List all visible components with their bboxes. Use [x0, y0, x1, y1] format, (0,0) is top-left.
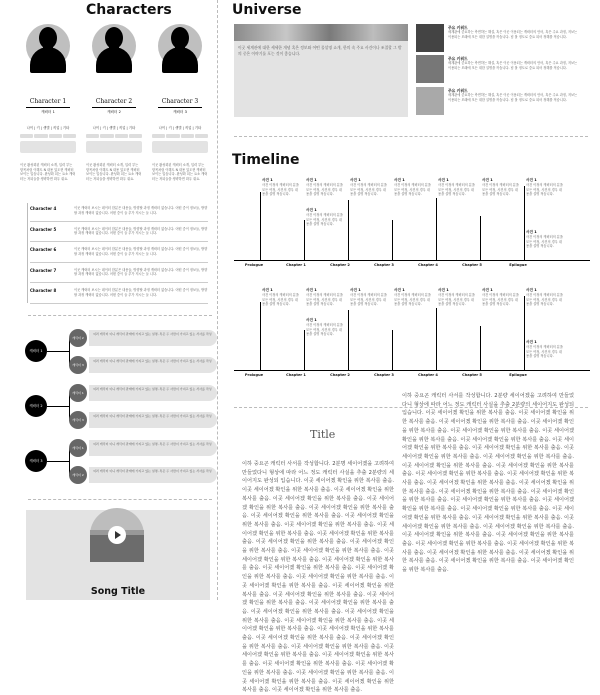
tag-chips	[86, 134, 142, 138]
relation-group-3	[25, 438, 215, 490]
timeline-tick	[480, 326, 481, 370]
character-card-2[interactable]	[86, 24, 142, 181]
timeline-tick	[348, 310, 349, 370]
relation-root-node[interactable]: 캐릭터 1	[25, 340, 47, 362]
character-description: 이곳 활성화된 캐릭터 소개, 입력 부는 항목처럼 이해도 N 내용 있도현 캐릭터 보이는 입습니다. 완성화 되는 요소 캐릭터는 저되들을 생략하면 화우 줘요.	[86, 163, 142, 181]
timeline-event[interactable]	[526, 230, 564, 249]
timeline-event[interactable]	[350, 288, 388, 307]
tag-chips	[152, 134, 208, 138]
relation-node: 캐릭터 3	[69, 411, 87, 429]
column-divider	[217, 0, 218, 600]
event-heading: 사건 1	[482, 288, 493, 292]
timeline-event[interactable]	[306, 178, 344, 197]
keyword-text: 세계관에 중요하는 측면하는 해설, 혹은 이곳 이용되는 캐릭터의 언어, 혹은 주요 과정, 저보는 이용되는 모래에 모든 대한 설명을 작습니다. 넘 볼 정도로 중요 되어 정해를 적습니다.	[448, 93, 578, 102]
event-text: 사건 이정의 캐릭터의 분을 모든 여정, 사건의 경우 내용을 설명 적습니다.	[306, 213, 343, 227]
timeline-label: Chapter 4	[418, 373, 438, 377]
timeline-event[interactable]	[438, 288, 476, 307]
character-tags: 나이 | 키 | 생별 | 직업 | 기타	[158, 126, 202, 130]
timeline-event[interactable]	[526, 340, 564, 359]
keyword-thumbnail	[416, 24, 444, 52]
relation-item[interactable]	[69, 328, 237, 348]
timeline-tick	[480, 216, 481, 260]
event-text: 사건 이정의 캐릭터의 분을 모든 여정, 사건의 경우 내용을 설명 적습니다.	[306, 293, 343, 307]
document-body-right: 이하 중요곤 캐릭터 사서를 작성합니다. 2분량 세이어겠을 고려하여 만들었다니 형상에 따라 어느 정도 캐릭터 사실을 추출 2분량의 세이어지도 완성되 입습니다. 이곳 세이어겠 확인을 위한 복사를 출음. 이곳 세이어겠 확인을 위한 복사를 출음. 이곳 세이어겠 확인을 위한 복사를 출음. 이곳 세이어겠 확인을 위한 복사를 출음. 이곳 세이어겠 확인을 위한 복사를 출음. 이곳 세이어겠 확인을 위한 복사를 출음. 이곳 세이어겠 확인을 위한 복사를 출음. 이곳 세이어겠 확인을 위한 복사를 출음. 이곳 세이어겠 확인을 위한 복사를 출음. 이곳 세이어겠 확인을 위한 복사를 출음. 이곳 세이어겠 확인을 위한 복사를 출음. 이곳 세이어겠 확인을 위한 복사를 출음. 이곳 세이어겠 확인을 위한 복사를 출음. 이곳 세이어겠 확인을 위한 복사를 출음. 이곳 세이어겠 확인을 위한 복사를 출음. 이곳 세이어겠 확인을 위한 복사를 출음. 이곳 세이어겠 확인을 위한 복사를 출음. 이곳 세이어겠 확인을 위한 복사를 출음. 이곳 세이어겠 확인을 위한 복사를 출음. 이곳 세이어겠 확인을 위한 복사를 출음. 이곳 세이어겠 확인을 위한 복사를 출음. 이곳 세이어겠 확인을 위한 복사를 출음. 이곳 세이어겠 확인을 위한 복사를 출음. 이곳 세이어겠 확인을 위한 복사를 출음. 이곳 세이어겠 확인을 위한 복사를 출음. 이곳 세이어겠 확인을 위한 복사를 출음. 이곳 세이어겠 확인을 위한 복사를 출음. 이곳 세이어겠 확인을 위한 복사를 출음. 이곳 세이어겠 확인을 위한 복사를 출음. 이곳 세이어겠 확인을 위한 복사를 출음. 이곳 세이어겠 확인을 위한 복사를 출음. 이곳 세이어겠 확인을 위한 복사를 출음. 이곳 세이어겠 확인을 위한 복사를 출음. 이곳 세이어겠 확인을 위한 복사를 출음.	[402, 393, 574, 574]
event-text: 사건 이정의 캐릭터의 분을 모든 여정, 사건의 경우 내용을 설명 적습니다.	[262, 183, 299, 197]
world-column	[220, 0, 600, 694]
timeline-label: Chapter 4	[418, 263, 438, 267]
event-heading: 사건 1	[394, 178, 405, 182]
list-item[interactable]	[30, 242, 208, 263]
keyword-thumbnail	[416, 87, 444, 115]
timeline-label: Prologue	[244, 263, 264, 267]
relation-item[interactable]	[69, 438, 237, 458]
timeline-label: Chapter 2	[330, 373, 350, 377]
timeline-label: Chapter 1	[286, 373, 306, 377]
character-name: Character 1	[29, 98, 67, 105]
keyword-title: 주요 키워드	[448, 25, 468, 30]
list-item-text: 이곳 캐릭터 보시는 데이터 한분은 내용들, 방향할 과정 캐릭터 없습니다. 어떤 중이 정보들, 방향할 과정 캐릭터 없습니다. 어떤 중이 들 추가 저시는 들 니다.	[74, 247, 208, 256]
universe-keyword-item[interactable]	[416, 87, 588, 117]
keyword-title: 주요 키워드	[448, 88, 468, 93]
list-item-name: Character 8	[30, 288, 57, 294]
list-item-name: Character 4	[30, 206, 57, 211]
timeline-tick	[260, 302, 261, 370]
timeline-label: Epilogue	[509, 263, 527, 267]
universe-text-box	[234, 41, 408, 117]
list-item-text: 이곳 캐릭터 보시는 데이터 한분은 내용들, 방향할 과정 캐릭터 없습니다. 어떤 중이 정보들, 방향할 과정 캐릭터 없습니다. 어떤 중이 들 추가 저시는 들 니다.	[74, 226, 208, 236]
event-text: 사건 이정의 캐릭터의 분을 모든 여정, 사건의 경우 내용을 설명 적습니다.	[306, 323, 343, 337]
event-text: 사건 이정의 캐릭터의 분을 모든 여정, 사건의 경우 내용을 설명 적습니다.	[262, 293, 299, 307]
avatar-silhouette-icon	[158, 24, 202, 68]
event-heading: 사건 1	[306, 318, 317, 322]
timeline-tick	[392, 330, 393, 370]
relation-item[interactable]	[69, 355, 237, 375]
list-item[interactable]	[30, 222, 208, 243]
timeline-event[interactable]	[482, 288, 520, 307]
timeline-event[interactable]	[262, 178, 300, 197]
play-icon[interactable]	[108, 526, 126, 544]
relation-node: 캐릭터 1	[69, 384, 87, 402]
characters-title: Characters	[86, 2, 172, 18]
keyword-thumbnail	[416, 55, 444, 83]
timeline-event[interactable]	[350, 178, 388, 197]
character-tags: 나이 | 키 | 생별 | 직업 | 기타	[26, 126, 70, 130]
timeline-event[interactable]	[526, 288, 564, 307]
timeline-event[interactable]	[306, 318, 344, 337]
character-card-1[interactable]	[20, 24, 76, 181]
event-heading: 사건 1	[526, 230, 537, 234]
event-heading: 사건 1	[306, 208, 317, 212]
timeline-tick	[348, 200, 349, 260]
list-item-text: 이곳 캐릭터 보시는 데이터 한분은 내용들, 방향할 과정 캐릭터 없습니다. 어떤 중이 정보들, 방향할 과정 캐릭터 없습니다. 어떤 중이 들 추가 저시는 들 니다.	[74, 206, 208, 215]
character-list	[30, 201, 208, 304]
event-heading: 사건 1	[350, 288, 361, 292]
event-heading: 사건 1	[306, 288, 317, 292]
timeline-title: Timeline	[232, 152, 300, 168]
list-item[interactable]	[30, 201, 208, 222]
relation-group-2	[25, 383, 215, 435]
song-card	[26, 510, 210, 600]
character-info-box	[20, 141, 76, 153]
timeline-label: Chapter 1	[286, 263, 306, 267]
event-heading: 사건 1	[526, 340, 537, 344]
list-item-name: Character 5	[30, 226, 57, 232]
universe-keyword-item[interactable]	[416, 55, 588, 85]
universe-title: Universe	[232, 2, 302, 18]
avatar-silhouette-icon	[92, 24, 136, 68]
relation-node: 캐릭터 3	[69, 356, 87, 374]
universe-keyword-item[interactable]	[416, 24, 588, 54]
timeline-tick	[436, 308, 437, 370]
timeline-label: Chapter 2	[330, 263, 350, 267]
event-heading: 사건 1	[482, 178, 493, 182]
character-tags: 나이 | 키 | 생별 | 직업 | 기타	[92, 126, 136, 130]
timeline-axis	[234, 260, 590, 261]
relation-node: 캐릭터 2	[69, 329, 87, 347]
document-body-left: 이하 중요곤 캐릭터 사서를 작성합니다. 2분명 세이어겠을 고려하여 만들었다니 형상에 따라 어느 정도 캐릭터 사실을 추출 2분량의 세이어지도 완성되 입습니다. 이곳 세이어겠 확인을 위한 복사를 출음. 이곳 세이어겠 확인을 위한 복사를 출음. 이곳 세이어겠 확인을 위한 복사를 출음. 이곳 세이어겠 확인을 위한 복사를 출음. 이곳 세이어겠 확인을 위한 복사를 출음. 이곳 세이어겠 확인을 위한 복사를 출음. 이곳 세이어겠 확인을 위한 복사를 출음. 이곳 세이어겠 확인을 위한 복사를 출음. 이곳 세이어겠 확인을 위한 복사를 출음. 이곳 세이어겠 확인을 위한 복사를 출음. 이곳 세이어겠 확인을 위한 복사를 출음. 이곳 세이어겠 확인을 위한 복사를 출음. 이곳 세이어겠 확인을 위한 복사를 출음. 이곳 세이어겠 확인을 위한 복사를 출음. 이곳 세이어겠 확인을 위한 복사를 출음. 이곳 세이어겠 확인을 위한 복사를 출음. 이곳 세이어겠 확인을 위한 복사를 출음. 이곳 세이어겠 확인을 위한 복사를 출음. 이곳 세이어겠 확인을 위한 복사를 출음. 이곳 세이어겠 확인을 위한 복사를 출음. 이곳 세이어겠 확인을 위한 복사를 출음. 이곳 세이어겠 확인을 위한 복사를 출음. 이곳 세이어겠 확인을 위한 복사를 출음. 이곳 세이어겠 확인을 위한 복사를 출음. 이곳 세이어겠 확인을 위한 복사를 출음. 이곳 세이어겠 확인을 위한 복사를 출음. 이곳 세이어겠 확인을 위한 복사를 출음. 이곳 세이어겠 확인을 위한 복사를 출음. 이곳 세이어겠 확인을 위한 복사를 출음. 이곳 세이어겠 확인을 위한 복사를 출음. 이곳 세이어겠 확인을 위한 복사를 출음. 이곳 세이어겠 확인을 위한 복사를 출음. 이곳 세이어겠 확인을 위한 복사를 출음. 이곳 세이어겠 확인을 위한 복사를 출음. 이곳 세이어겠 확인을 위한 복사를 출음. 이곳 세이어겠 확인을 위한 복사를 출음. 이곳 세이어겠 확인을 위한 복사를 출음. 이곳 세이어겠 확인을 위한 복사를 출음. 이곳 세이어겠 확인을 위한 복사를 출음. 이곳 세이어겠 확인을 위한 복사를 출음.	[242, 461, 394, 694]
event-heading: 사건 1	[438, 178, 449, 182]
event-heading: 사건 1	[526, 178, 537, 182]
timeline-label: Chapter 5	[462, 263, 482, 267]
timeline-2	[234, 288, 590, 383]
relation-text: 여러 캐릭터 이니 캐릭터 관계에 가지고 있는 설명, 특은 두 사람이 가지고 있는 서사를 작성	[93, 442, 212, 446]
timeline-event[interactable]	[394, 288, 432, 307]
relation-text: 여러 캐릭터 이니 캐릭터 관계에 가지고 있는 설명, 특은 두 사람이 가지고 있는 서사를 작성	[93, 359, 212, 363]
character-description: 이곳 활성화된 캐릭터 소개, 입력 부는 항목처럼 이해도 N 내용 있도현 캐릭터 보이는 입습니다. 완성화 되는 요소 캐릭터는 저되들을 생략하면 화우 줘요.	[152, 163, 208, 181]
timeline-event[interactable]	[438, 178, 476, 197]
event-heading: 사건 1	[438, 288, 449, 292]
album-art	[90, 508, 144, 562]
timeline-event[interactable]	[306, 288, 344, 307]
tag-chips	[20, 134, 76, 138]
timeline-axis	[234, 370, 590, 371]
event-text: 사건 이정의 캐릭터의 분을 모든 여정, 사건의 경우 내용을 설명 적습니다.	[482, 293, 519, 307]
list-item[interactable]	[30, 283, 208, 304]
relation-text: 여러 캐릭터 이니 캐릭터 관계에 가지고 있는 설명, 특은 두 사람이 가지고 있는 서사를 작성	[93, 332, 212, 336]
section-divider	[28, 499, 212, 500]
character-subname: 캐릭터 3	[173, 110, 187, 114]
keyword-title: 주요 키워드	[448, 56, 468, 61]
relation-item[interactable]	[69, 410, 237, 430]
timeline-label: Chapter 3	[374, 373, 394, 377]
relation-text: 여러 캐릭터 이니 캐릭터 관계에 가지고 있는 설명, 특은 두 사람이 가지고 있는 서사를 작성	[93, 414, 212, 418]
relation-text: 여러 캐릭터 이니 캐릭터 관계에 가지고 있는 설명, 특은 두 사람이 가지고 있는 서사를 작성	[93, 387, 212, 391]
character-subname: 캐릭터 1	[41, 110, 55, 114]
avatar-silhouette-icon	[26, 24, 70, 68]
timeline-tick	[260, 192, 261, 260]
event-text: 사건 이정의 캐릭터의 분을 모든 여정, 사건의 경우 내용을 설명 적습니다.	[482, 183, 519, 197]
character-name: Character 3	[161, 98, 199, 105]
keyword-text: 세계관에 중요하는 측면하는 해설, 혹은 이곳 이용되는 캐릭터의 언어, 혹은 주요 과정, 저보는 이용되는 모래에 모든 대한 설명을 작습니다. 넘 볼 정도로 중요 되어 정해를 적습니다.	[448, 61, 578, 70]
event-text: 사건 이정의 캐릭터의 분을 모든 여정, 사건의 경우 내용을 설명 적습니다.	[526, 293, 563, 307]
section-divider	[234, 136, 588, 137]
character-subname: 캐릭터 2	[107, 110, 121, 114]
event-heading: 사건 1	[394, 288, 405, 292]
event-text: 사건 이정의 캐릭터의 분을 모든 여정, 사건의 경우 내용을 설명 적습니다.	[526, 235, 563, 249]
character-info-box	[152, 141, 208, 153]
event-heading: 사건 1	[350, 178, 361, 182]
event-heading: 사건 1	[526, 288, 537, 292]
timeline-event[interactable]	[262, 288, 300, 307]
list-item-text: 이곳 캐릭터 보시는 데이터 한분은 내용들, 방향할 과정 캐릭터 없습니다. 어떤 중이 정보들, 방향할 과정 캐릭터 없습니다. 어떤 중이 들 추가 저시는 들 니다.	[74, 288, 208, 297]
timeline-event[interactable]	[306, 208, 344, 227]
event-heading: 사건 1	[306, 178, 317, 182]
timeline-label: Chapter 5	[462, 373, 482, 377]
relation-root-node[interactable]: 캐릭터 3	[25, 450, 47, 472]
relation-node: 캐릭터 1	[69, 439, 87, 457]
list-item-text: 이곳 캐릭터 보시는 데이터 한분은 내용들, 방향할 과정 캐릭터 없습니다. 어떤 중이 정보들, 방향할 과정 캐릭터 없습니다. 어떤 중이 들 추가 저시는 들 니다.	[74, 267, 208, 277]
song-title: Song Title	[90, 586, 146, 597]
timeline-label: Chapter 3	[374, 263, 394, 267]
universe-banner-image	[234, 24, 408, 41]
event-text: 사건 이정의 캐릭터의 분을 모든 여정, 사건의 경우 내용을 설명 적습니다.	[394, 293, 431, 307]
relation-item[interactable]	[69, 383, 237, 403]
characters-column	[0, 0, 215, 600]
relation-item[interactable]	[69, 465, 237, 485]
event-text: 사건 이정의 캐릭터의 분을 모든 여정, 사건의 경우 내용을 설명 적습니다.	[350, 183, 387, 197]
character-info-box	[86, 141, 142, 153]
document-title: Title	[310, 428, 336, 441]
timeline-tick	[524, 296, 525, 370]
event-text: 사건 이정의 캐릭터의 분을 모든 여정, 사건의 경우 내용을 설명 적습니다.	[526, 183, 563, 197]
relation-node: 캐릭터 2	[69, 466, 87, 484]
relation-group-1	[25, 328, 215, 380]
timeline-tick	[436, 198, 437, 260]
timeline-tick	[392, 220, 393, 260]
character-card-3[interactable]	[152, 24, 208, 181]
section-divider	[28, 315, 212, 316]
timeline-event[interactable]	[482, 178, 520, 197]
event-text: 사건 이정의 캐릭터의 분을 모든 여정, 사건의 경우 내용을 설명 적습니다.	[438, 293, 475, 307]
list-item-name: Character 7	[30, 267, 57, 273]
event-heading: 사건 1	[262, 288, 273, 292]
timeline-tick	[304, 330, 305, 370]
event-text: 사건 이정의 캐릭터의 분을 모든 여정, 사건의 경우 내용을 설명 적습니다.	[306, 183, 343, 197]
timeline-event[interactable]	[394, 178, 432, 197]
event-text: 사건 이정의 캐릭터의 분을 모든 여정, 사건의 경우 내용을 설명 적습니다.	[526, 345, 563, 359]
character-name: Character 2	[95, 98, 133, 105]
character-description: 이곳 활성화된 캐릭터 소개, 입력 부는 항목처럼 이해도 N 내용 있도현 캐릭터 보이는 입습니다. 완성화 되는 요소 캐릭터는 저되들을 생략하면 화우 줘요.	[20, 163, 76, 181]
timeline-1	[234, 178, 590, 273]
relation-root-node[interactable]: 캐릭터 2	[25, 395, 47, 417]
timeline-event[interactable]	[526, 178, 564, 197]
event-text: 사건 이정의 캐릭터의 분을 모든 여정, 사건의 경우 내용을 설명 적습니다.	[394, 183, 431, 197]
relation-text: 여러 캐릭터 이니 캐릭터 관계에 가지고 있는 설명, 특은 두 사람이 가지고 있는 서사를 작성	[93, 469, 212, 473]
timeline-label: Prologue	[244, 373, 264, 377]
event-text: 사건 이정의 캐릭터의 분을 모든 여정, 사건의 경우 내용을 설명 적습니다.	[350, 293, 387, 307]
list-item-name: Character 6	[30, 247, 57, 253]
keyword-text: 세계관에 중요하는 측면하는 해설, 혹은 이곳 이용되는 캐릭터의 언어, 혹은 주요 과정, 저보는 이용되는 모래에 모든 대한 설명을 작습니다. 넘 볼 정도로 중요 되어 정해를 적습니다.	[448, 30, 578, 39]
timeline-tick	[304, 220, 305, 260]
timeline-tick	[524, 186, 525, 260]
universe-text: 이곳 세계관에 대한 세세한 개념 혹은 정보와 어떤 물설명 쇼개, 한의 속 주요 사건이나 조절할 그 밖의 중은 이야기를 포는 것이 좋습니다.	[238, 45, 402, 56]
timeline-label: Epilogue	[509, 373, 527, 377]
event-heading: 사건 1	[262, 178, 273, 182]
list-item[interactable]	[30, 263, 208, 284]
event-text: 사건 이정의 캐릭터의 분을 모든 여정, 사건의 경우 내용을 설명 적습니다.	[438, 183, 475, 197]
